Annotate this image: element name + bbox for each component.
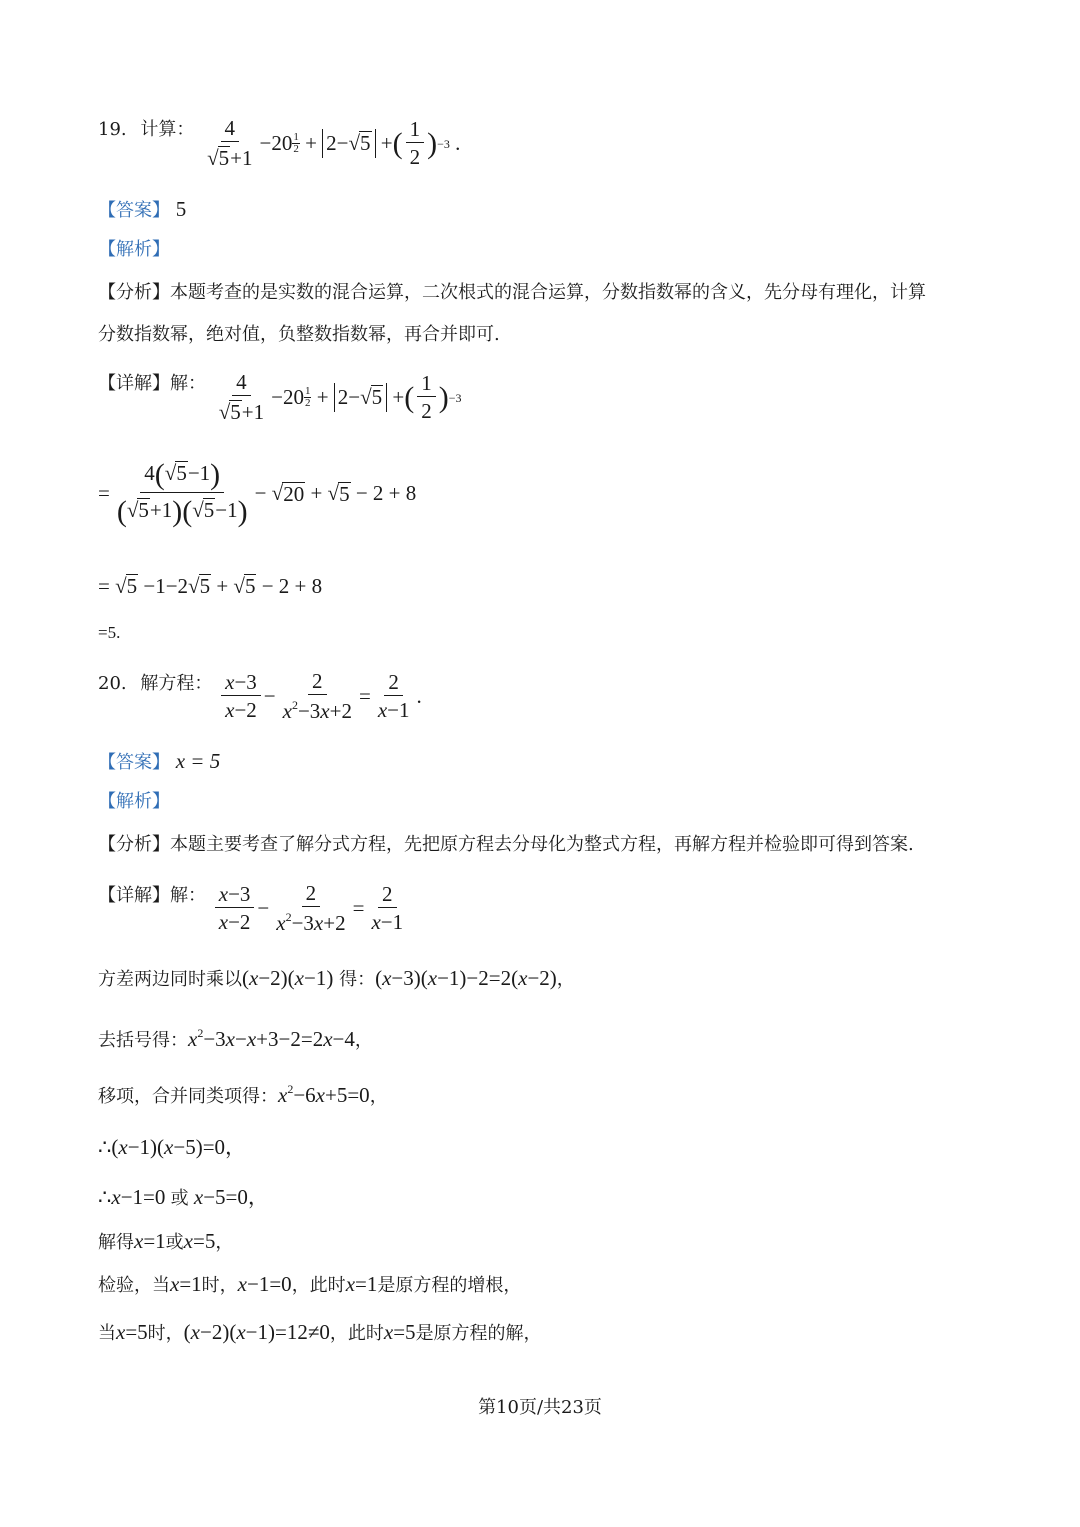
q20-step8-text: 当 (98, 1323, 116, 1344)
q20-answer (98, 751, 220, 772)
q20-detail-tag: 【详解】 (98, 885, 170, 906)
q19-fenxi-line1 (98, 284, 926, 302)
q20-detail-equation: $\frac{x-3}{x-2}$ − $\frac{2}{x^2-3x+2}$ = $\frac{2}{x-1}$ (212, 883, 410, 934)
q19-fenxi-tag: 【分析】 (98, 282, 170, 303)
q20-step8-end: 是原方程的解， (415, 1323, 542, 1344)
q20-step2-text: 去括号得： (98, 1030, 188, 1051)
q20-step3-text: 移项，合并同类项得： (98, 1086, 278, 1107)
q20-fenxi-text: 本题主要考查了解分式方程，先把原方程去分母化为整式方程，再解方程并检验即可得到答案. (170, 834, 914, 855)
q20-step6: 解得x=1或x=5， (98, 1229, 234, 1253)
q19-detail-jie: 解： (170, 373, 206, 394)
q20-step8-shi: 时， (147, 1323, 184, 1344)
q20-fenxi-tag: 【分析】 (98, 834, 170, 855)
q19-fenxi-line2: 分数指数幂，绝对值，负整数指数幂，再合并即可. (98, 324, 500, 345)
q19-number: 19. (98, 119, 127, 140)
page-footer: 第10页/共23页 (478, 1397, 602, 1418)
q20-equation: $\frac{x-3}{x-2}$ − $\frac{2}{x^2-3x+2}$ = $\frac{2}{x-1}$ . (218, 671, 422, 722)
q19-detail-line (98, 372, 462, 423)
q20-step7-end: 是原方程的增根， (377, 1275, 522, 1296)
q20-step7: 检验，当x=1时，x−1=0，此时x=1是原方程的增根， (98, 1272, 522, 1296)
q20-step1-de: 得： (339, 969, 376, 990)
q20-step4: ∴(x−1)(x−5)=0， (98, 1135, 247, 1159)
q20-answer-value: x = 5 (175, 749, 221, 773)
q20-number: 20. (98, 673, 127, 694)
q19-answer-tag: 【答案】 (98, 200, 170, 221)
q20-step7-shi: 时， (201, 1275, 238, 1296)
q19-prompt: 计算： (140, 119, 195, 140)
q20-jiexi: 【解析】 (98, 791, 170, 812)
q20-step8: 当x=5时，(x−2)(x−1)=12≠0，此时x=5是原方程的解， (98, 1320, 542, 1344)
q20-prompt: 解方程： (140, 673, 213, 694)
q19-detail-expression: $\frac{4}{√5+1}$ −20 1 2 + 2−√5 + ( $\frac{1}{2}$ ) −3 (218, 370, 462, 424)
q20-answer-tag: 【答案】 (98, 752, 170, 773)
q19-answer-value: 5 (175, 197, 187, 221)
q20-detail-line (98, 883, 410, 934)
q20-step2: 去括号得：$x^2-3x-x+3-2=2x-4$， (98, 1026, 373, 1051)
q19-stem (98, 118, 460, 169)
q20-step1: 方差两边同时乘以(x−2)(x−1) 得：(x−3)(x−1)−2=2(x−2)， (98, 966, 575, 990)
q19-step2: = √5 −1−2√5 + √5 − 2 + 8 (98, 574, 323, 598)
q20-step7-text: 检验，当 (98, 1275, 170, 1296)
q20-fenxi (98, 836, 914, 854)
q20-step8-rest: ，此时 (329, 1323, 384, 1344)
q20-step1-text: 方差两边同时乘以 (98, 969, 242, 990)
q19-jiexi: 【解析】 (98, 239, 170, 260)
q19-fenxi-text-1: 本题考查的是实数的混合运算，二次根式的混合运算，分数指数幂的含义，先分母有理化，计算 (170, 282, 926, 303)
q20-detail-jie: 解： (170, 885, 206, 906)
q20-stem (98, 671, 422, 722)
q20-step7-rest: ，此时 (291, 1275, 346, 1296)
q19-expression: $\frac{4}{√5+1}$ −20 1 2 + 2−√5 + ( $\frac{1}{2}$ ) −3 . (207, 116, 461, 170)
q19-step-final: =5. (98, 623, 121, 642)
q19-detail-tag: 【详解】 (98, 373, 170, 394)
q20-step5: ∴x−1=0 或 x−5=0， (98, 1185, 269, 1209)
q20-step6-or: 或 (165, 1232, 184, 1253)
q19-answer (98, 199, 186, 220)
q19-step1: = $\frac{4(√5-1)}{(√5+1)(√5-1)}$ − √ 20 + √ 5 − 2 + 8 (98, 458, 417, 528)
q20-step3: 移项，合并同类项得：$x^2-6x+5=0$， (98, 1082, 388, 1107)
q20-step6-text: 解得 (98, 1232, 134, 1253)
